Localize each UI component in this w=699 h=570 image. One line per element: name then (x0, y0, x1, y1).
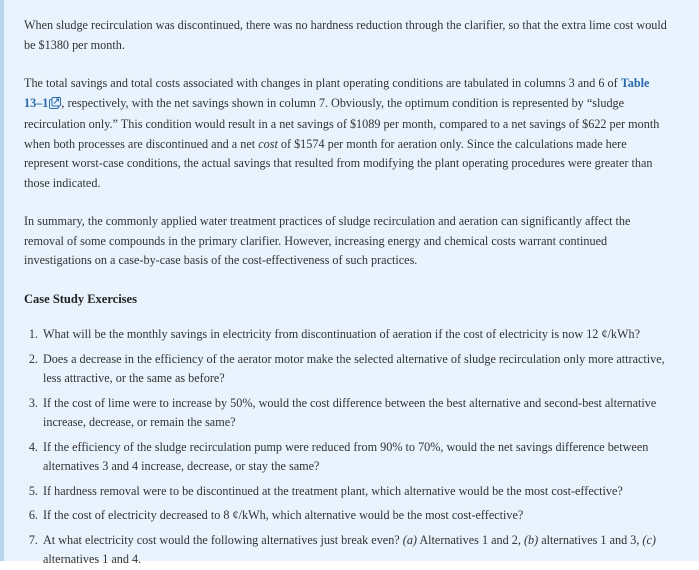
paragraph-lime-cost (24, 16, 669, 55)
paragraph-2-text-a: The total savings and total costs associated with changes in plant operating conditions are tabulated in columns 3 and 6 of (24, 76, 621, 90)
exercise-item-4: 4. If the efficiency of the sludge recirculation pump were reduced from 90% to 70%, would the net savings difference between alternatives 3 and 4 increase, decrease, or stay the same? (41, 438, 669, 477)
exercise-7-mark-a: (a) (402, 532, 417, 547)
exercise-item-3: 3. If the cost of lime were to increase by 50%, would the cost difference between the best alternative and second-best alternative increase, decrease, or remain the same? (41, 394, 669, 433)
exercise-item-2: 2. Does a decrease in the efficiency of the aerator motor make the selected alternative of sludge recirculation only more attractive, less attractive, or the same as before? (41, 350, 669, 389)
exercise-7-text-a: At what electricity cost would the following alternatives just break even? (43, 532, 403, 547)
cost-emphasis: cost (258, 136, 278, 151)
exercises-heading: Case Study Exercises (24, 291, 137, 306)
exercise-7-text-d: alternatives 1 and 4. (43, 552, 142, 566)
exercise-item-1: 1. What will be the monthly savings in electricity from discontinuation of aeration if the cost of electricity is now 12 ¢/kWh? (41, 325, 669, 345)
paragraph-conclusion (24, 212, 669, 271)
exercise-item-7 (41, 531, 669, 570)
paragraph-savings-summary (24, 74, 669, 193)
paragraph-3-text: In summary, the commonly applied water treatment practices of sludge recirculation and aeration can significantly affect the removal of some compounds in the primary clarifier. However, increasing energy and chemical costs warrant continued investigations on a case-by-case basis of the cost-effectiveness of such practices. (24, 214, 631, 267)
exercise-item-5: 5. If hardness removal were to be discontinued at the treatment plant, which alternative would be the most cost-effective? (41, 482, 669, 502)
external-link-icon[interactable] (49, 96, 61, 116)
table-link-label: Table 13–1 (24, 76, 650, 110)
exercise-list (24, 325, 669, 570)
exercise-7-text-c: alternatives 1 and 3, (538, 532, 643, 547)
exercise-item-6: 6. If the cost of electricity decreased to 8 ¢/kWh, which alternative would be the most cost-effective? (41, 506, 669, 526)
paragraph-2-text-b: , respectively, with the net savings shown in column 7. Obviously, the optimum condition is represented by “sludge recirculation only.” This condition would result in a net savings of $1089 per month, compared to a net savings of $622 per month when both processes are discontinued and a net (24, 95, 660, 151)
exercise-7-text-b: Alternatives 1 and 2, (416, 532, 524, 547)
paragraph-2-text-c: of $1574 per month for aeration only. Since the calculations made here represent worst-case conditions, the actual savings that resulted from modifying the plant operating procedures were greater than those indicated. (24, 136, 653, 190)
exercise-7-mark-b: (b) (523, 532, 539, 547)
paragraph-1-text: When sludge recirculation was discontinued, there was no hardness reduction through the clarifier, so that the extra lime cost would be $1380 per month. (24, 18, 667, 52)
exercise-7-mark-c: (c) (642, 532, 656, 547)
